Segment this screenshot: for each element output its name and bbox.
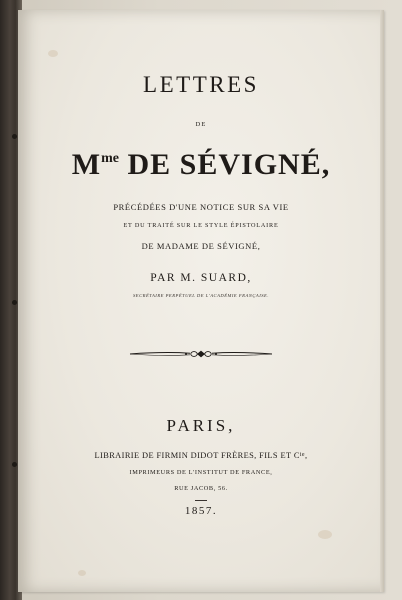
publisher-line-2: IMPRIMEURS DE L'INSTITUT DE FRANCE, xyxy=(129,469,273,476)
publisher-name: LIBRAIRIE DE FIRMIN DIDOT FRÈRES, FILS ET C xyxy=(94,451,300,460)
binding-mark xyxy=(12,134,17,139)
title-lettres: LETTRES xyxy=(143,72,259,97)
binding-mark xyxy=(12,462,17,467)
main-title xyxy=(18,148,384,182)
title-de: DE xyxy=(195,121,207,128)
subtitle-line-3: DE MADAME DE SÉVIGNÉ, xyxy=(141,241,261,251)
author: PAR M. SUARD, xyxy=(150,272,252,284)
subtitle-line-2: ET DU TRAITÉ SUR LE STYLE ÉPISTOLAIRE xyxy=(123,222,279,229)
publication-year: 1857. xyxy=(184,505,218,517)
foxing-spot xyxy=(318,530,332,539)
foxing-spot xyxy=(48,50,58,57)
author-note: SECRÉTAIRE PERPÉTUEL DE L'ACADÉMIE FRANÇAISE. xyxy=(133,293,269,298)
title-prefix: M xyxy=(71,148,102,181)
publication-city: PARIS, xyxy=(166,416,236,435)
title-main: DE SÉVIGNÉ, xyxy=(119,148,331,181)
short-rule xyxy=(195,500,207,501)
title-page xyxy=(18,10,384,592)
publisher-address: RUE JACOB, 56. xyxy=(174,485,228,492)
publisher-end: , xyxy=(304,451,308,460)
decorative-rule-icon xyxy=(128,348,274,360)
title-superscript: me xyxy=(101,151,119,166)
publisher-superscript: ie xyxy=(299,452,305,458)
publisher-line-1 xyxy=(18,451,384,460)
subtitle-line-1: PRÉCÉDÉES D'UNE NOTICE SUR SA VIE xyxy=(113,202,289,212)
binding-mark xyxy=(12,300,17,305)
foxing-spot xyxy=(78,570,86,576)
